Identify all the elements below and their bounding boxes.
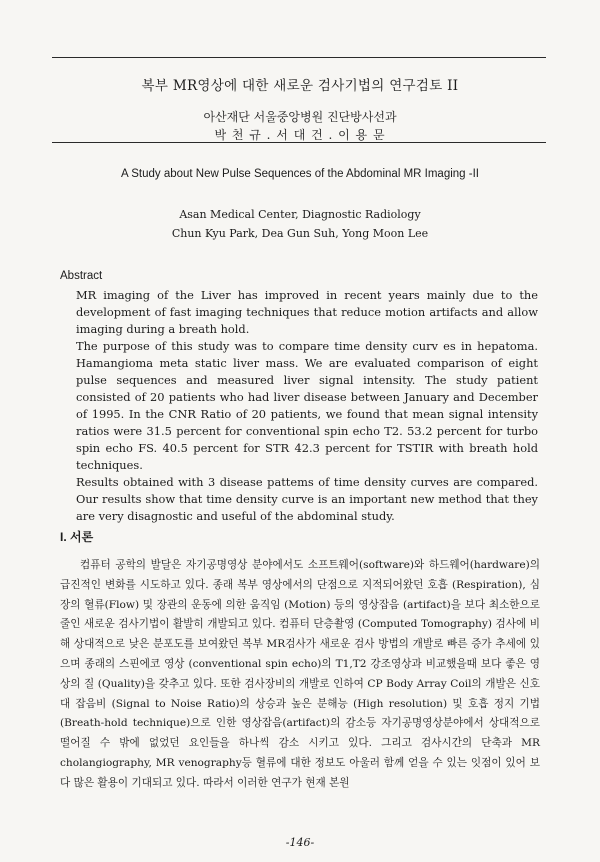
bottom-rule [52,142,546,143]
korean-affiliation: 아산재단 서울중앙병원 진단방사선과 [203,110,397,124]
section-heading: I. 서론 [60,530,94,544]
abstract-label: Abstract [60,270,103,282]
korean-authors: 박 천 규 . 서 대 건 . 이 용 문 [214,128,386,142]
abstract-paragraph: Results obtained with 3 disease pattems of time density curves are compared. Our results show that time density curve is an important new method that they are very disagnostic and useful of the abdominal study. [76,475,538,523]
abstract-paragraph: The purpose of this study was to compare time density curv es in hepatoma. Hamangioma meta static liver mass. We are evaluated comparison of eight pulse sequences and measured liver signal intensity. The study patient consisted of 20 patients who had liver disease between January and December of 1995. In the CNR Ratio of 20 patients, we found that mean signal intensity ratios were 31.5 percent for conventional spin echo T2. 53.2 percent for turbo spin echo FS. 40.5 percent for STR 42.3 percent for TSTIR with breath hold techniques. [76,339,538,472]
intro-paragraph: 컴퓨터 공학의 발달은 자기공명영상 분야에서도 소프트웨어(software)와 하드웨어(hardware)의 급진적인 변화를 시도하고 있다. 종래 복부 영상에서의 단점으로 지적되어왔던 호흡 (Respiration), 심장의 혈류(Flow) 및 장관의 운동에 의한 움직임 (Motion) 등의 영상잡음 (artifact)을 보다 최소한으로 줄인 새로운 검사기법이 활발히 개발되고 있다. 컴퓨터 단층촬영 (Computed Tomography) 검사에 비해 상대적으로 낮은 분포도를 보여왔던 복부 MR검사가 새로운 검사 방법의 개발로 빠른 증가 추세에 있으며 종래의 스핀에코 영상 (conventional spin echo)의 T1,T2 강조영상과 비교했을때 보다 좋은 영상의 질 (Quality)을 갖추고 있다. 또한 검사장비의 개발로 인하여 CP Body Array Coil의 개발은 신호대 잡음비 (Signal to Noise Ratio)의 상승과 높은 분해능 (High resolution) 및 호흡 정지 기법 (Breath-hold technique)으로 인한 영상잡음(artifact)의 감소등 자기공명영상분야에서 상대적으로 떨어질 수 밖에 없었던 요인들을 하나씩 감소 시키고 있다. 그리고 검사시간의 단축과 MR cholangiography, MR venography등 혈류에 대한 정보도 아울러 함께 얻을 수 있는 잇점이 있어 보다 많은 활용이 기대되고 있다. 따라서 이러한 연구가 현재 본원 [60,559,540,789]
abstract-body [76,287,538,525]
korean-title: 복부 MR영상에 대한 새로운 검사기법의 연구검토 II [141,78,459,94]
english-affiliation: Asan Medical Center, Diagnostic Radiology [179,208,421,221]
top-rule [52,57,546,58]
english-title: A Study about New Pulse Sequences of the Abdominal MR Imaging -II [121,168,479,180]
abstract-paragraph: MR imaging of the Liver has improved in recent years mainly due to the development of fast imaging techniques that reduce motion artifacts and allow imaging during a breath hold. [76,288,538,336]
english-authors: Chun Kyu Park, Dea Gun Suh, Yong Moon Lee [171,227,429,240]
page-number: -146- [285,836,315,849]
